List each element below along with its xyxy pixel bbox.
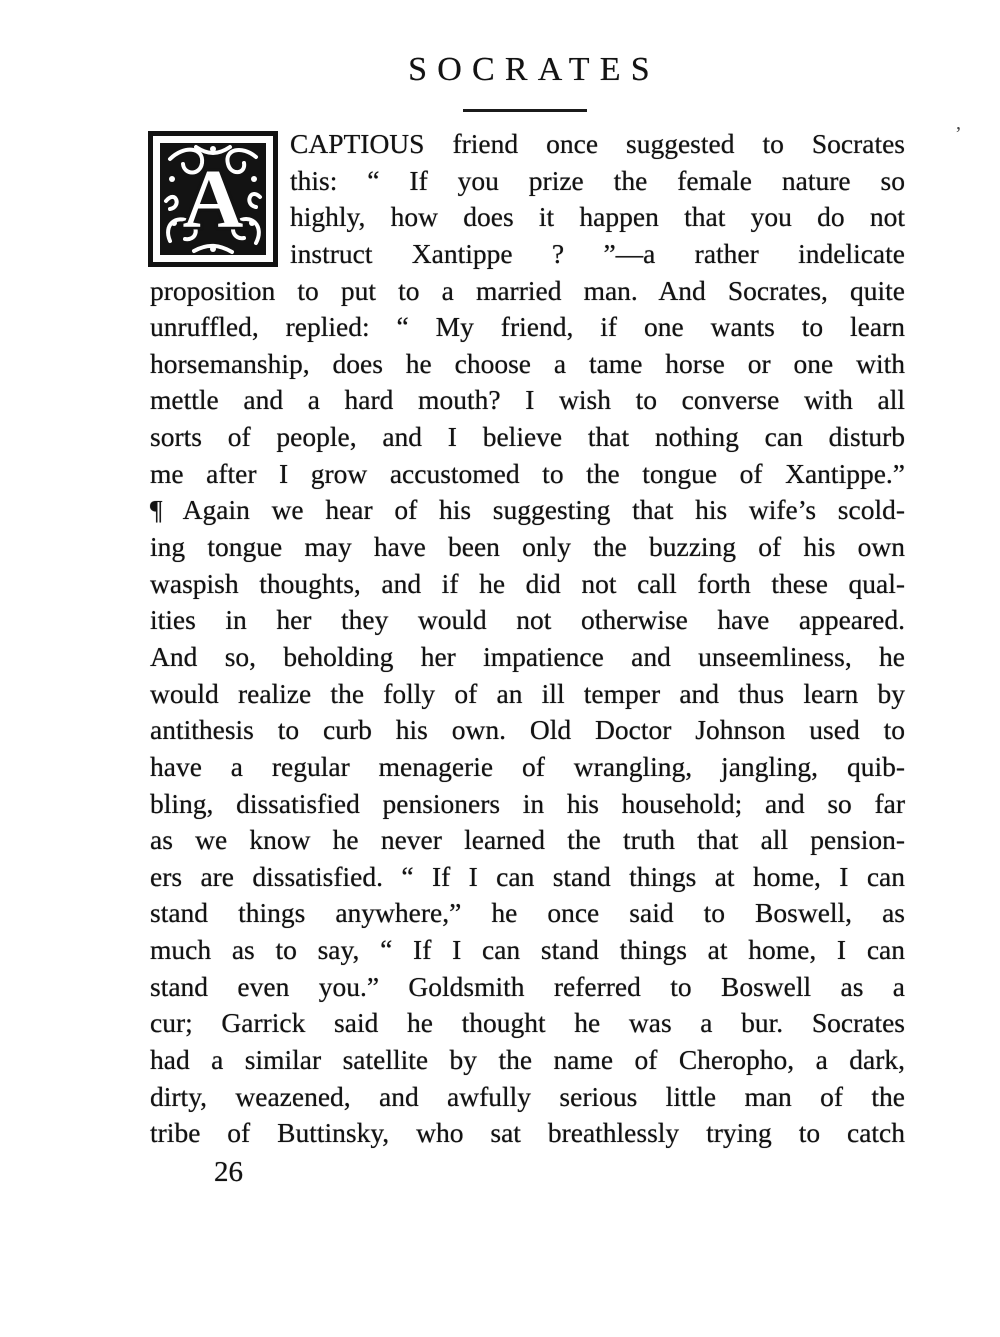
title-rule	[463, 109, 587, 112]
drop-cap-letter: A	[182, 153, 244, 246]
text-line: waspish thoughts, and if he did not call forth these qual-	[150, 567, 905, 599]
text-line: horsemanship, does he choose a tame horse or one with	[150, 347, 905, 379]
text-line: bling, dissatisfied pensioners in his household; and so far	[150, 787, 905, 819]
scan-artifact-mark: ’	[955, 123, 962, 145]
text-line: me after I grow accustomed to the tongue of Xantippe.”	[150, 457, 905, 489]
text-line: have a regular menagerie of wrangling, jangling, quib-	[150, 750, 905, 782]
text-line: tribe of Buttinsky, who sat breathlessly trying to catch	[150, 1117, 905, 1149]
text-line: CAPTIOUS friend once suggested to Socrates	[290, 128, 905, 159]
text-line: stand things anywhere,” he once said to Boswell, as	[150, 897, 905, 929]
text-line: ers are dissatisfied. “ If I can stand things at home, I can	[150, 860, 905, 892]
text-line: ities in her they would not otherwise have appeared.	[150, 604, 905, 636]
text-line: unruffled, replied: “ My friend, if one wants to learn	[150, 311, 905, 343]
text-line: cur; Garrick said he thought he was a bur. Socrates	[150, 1007, 905, 1039]
text-line: would realize the folly of an ill temper and thus learn by	[150, 677, 905, 709]
text-line: had a similar satellite by the name of Cheropho, a dark,	[150, 1044, 905, 1076]
text-line: ¶ Again we hear of his suggesting that his wife’s scold-	[150, 494, 905, 526]
text-line: highly, how does it happen that you do not	[290, 201, 905, 233]
text-line: proposition to put to a married man. And Socrates, quite	[150, 274, 905, 306]
text-line: sorts of people, and I believe that nothing can disturb	[150, 421, 905, 453]
drop-cap-initial-icon	[148, 131, 278, 267]
text-line: instruct Xantippe ? ”—a rather indelicate	[290, 237, 905, 269]
body-text	[150, 126, 905, 1190]
text-line: And so, beholding her impatience and unseemliness, he	[150, 640, 905, 672]
text-line: ing tongue may have been only the buzzing of his own	[150, 531, 905, 563]
page-number: 26	[214, 1155, 243, 1188]
text-line: mettle and a hard mouth? I wish to converse with all	[150, 384, 905, 416]
text-line: this: “ If you prize the female nature so	[290, 164, 905, 196]
text-line: antithesis to curb his own. Old Doctor Johnson used to	[150, 714, 905, 746]
text-line: much as to say, “ If I can stand things at home, I can	[150, 934, 905, 966]
text-line: as we know he never learned the truth that all pension-	[150, 824, 905, 856]
page-title: SOCRATES	[408, 51, 660, 88]
text-line: stand even you.” Goldsmith referred to Boswell as a	[150, 970, 905, 1002]
text-line: dirty, weazened, and awfully serious little man of the	[150, 1080, 905, 1112]
